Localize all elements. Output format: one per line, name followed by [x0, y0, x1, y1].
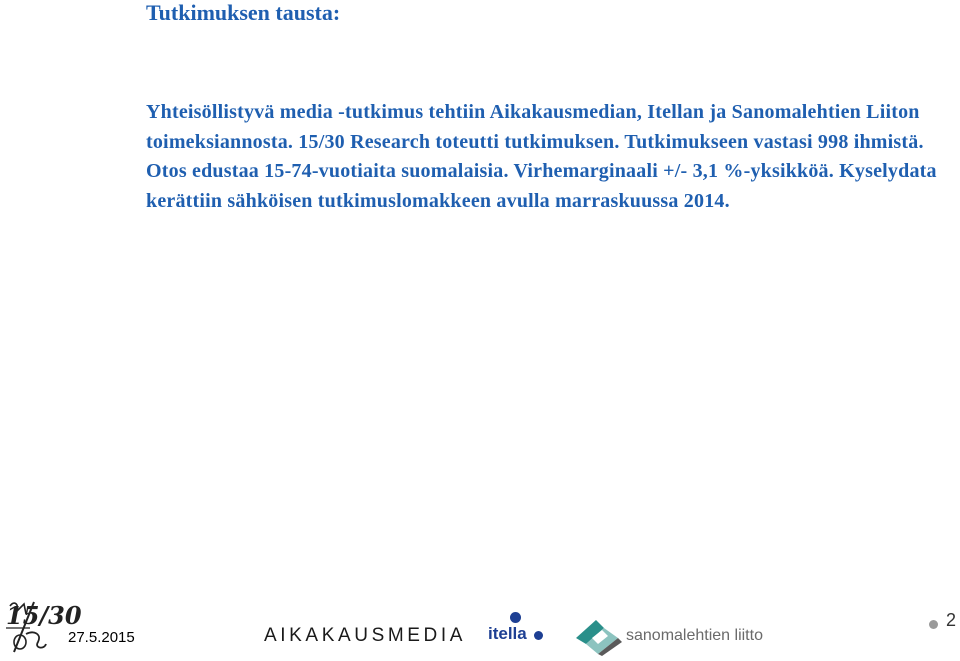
diamond-arrows-icon	[572, 616, 624, 658]
logo-sanomalehtien-liitto	[572, 616, 772, 658]
page-number: 2	[946, 610, 957, 630]
logo-aikakausmedia: AIKAKAUSMEDIA	[264, 625, 467, 646]
1530-logo-icon	[4, 598, 82, 656]
itella-wordmark: itella	[488, 624, 527, 643]
page-dot-icon	[929, 620, 938, 629]
itella-dot-icon	[510, 612, 521, 623]
logo-itella	[488, 612, 548, 652]
footer	[0, 596, 960, 661]
footer-date: 27.5.2015	[68, 629, 135, 646]
sanomalehtien-wordmark: sanomalehtien liitto	[626, 627, 763, 644]
logo-1530-research	[4, 598, 82, 656]
itella-end-dot-icon	[534, 631, 543, 640]
slide-title: Tutkimuksen tausta:	[146, 0, 341, 25]
body-paragraph: Yhteisöllistyvä media -tutkimus tehtiin Aikakausmedian, Itellan ja Sanomalehtien Liiton toimeksiannosta. 15/30 Research toteutti tutkimuksen. Tutkimukseen vastasi 998 ihmistä. Otos edustaa 15-74-vuotiaita suomalaisia. Virhemarginaali +/- 3,1 %-yksikköä. Kyselydata kerättiin sähköisen tutkimuslomakkeen avulla marraskuussa 2014.	[146, 101, 937, 212]
1530-logo-top: 15/30	[6, 601, 82, 630]
